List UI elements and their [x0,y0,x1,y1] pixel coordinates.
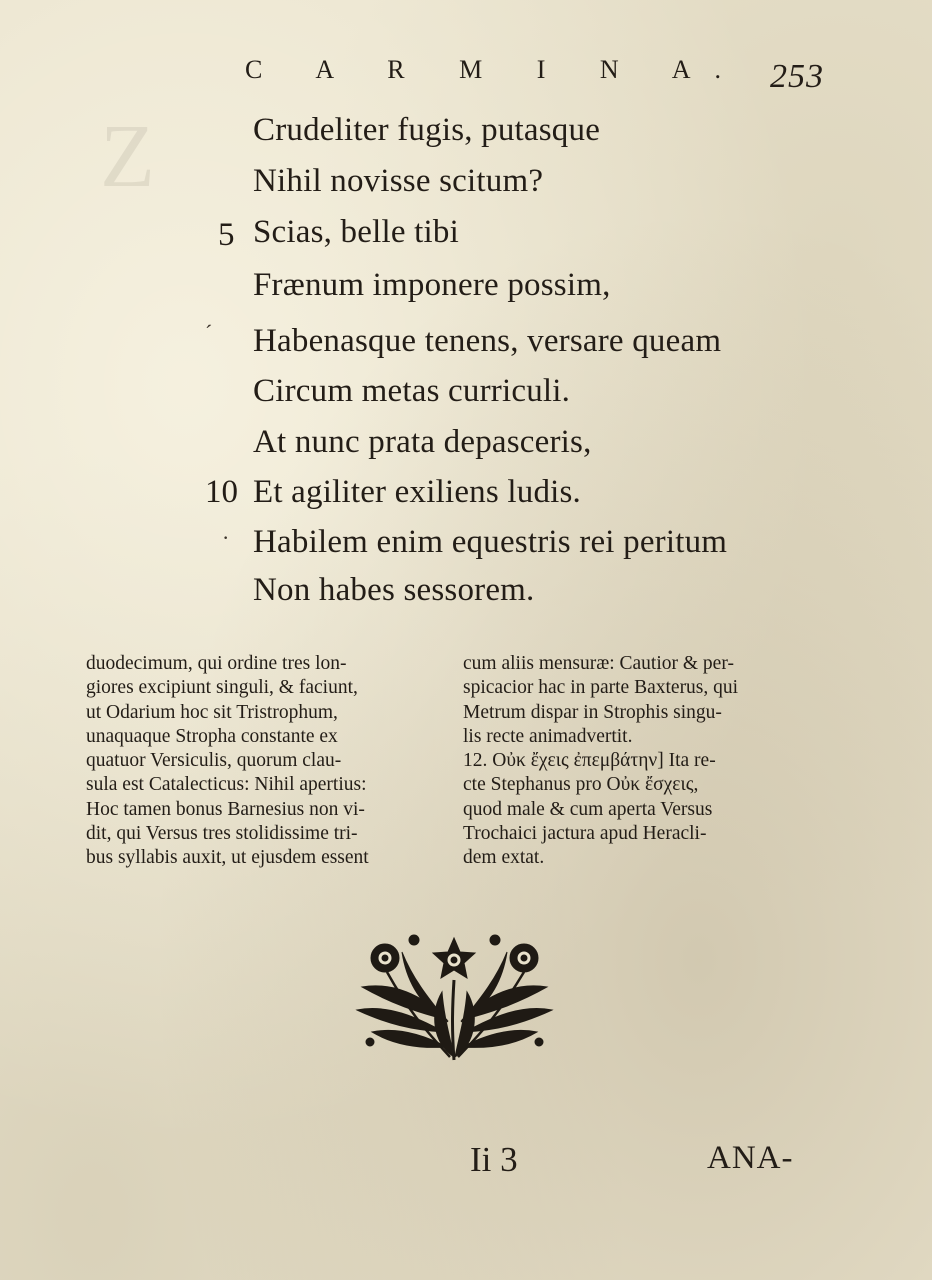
verse-line: At nunc prata depasceris, [253,424,592,460]
line-number: 5 [218,217,235,253]
verse-line: Circum metas curriculi. [253,373,571,409]
verse-line: Scias, belle tibi [253,214,459,250]
note-line: quod male & cum aperta Versus [463,798,713,820]
notes-left-column [86,652,442,871]
verse-line: Habilem enim equestris rei peritum [253,524,728,560]
verse-line: Crudeliter fugis, putasque [253,112,601,148]
note-line: cum aliis mensuræ: Cautior & per- [463,653,734,674]
margin-mark: · [222,525,230,550]
note-line: quatuor Versiculis, quorum clau- [86,750,342,772]
verse-line: Frænum imponere possim, [253,267,611,303]
notes-right-column [463,652,819,871]
note-line: cte Stephanus pro Οὐκ ἔσχεις, [463,774,699,796]
note-line: dit, qui Versus tres stolidissime tri- [86,823,358,845]
margin-mark: ˊ [205,320,213,345]
show-through-shadow: Ζ [100,107,173,206]
signature-mark: Ii 3 [470,1140,518,1179]
page-number: 253 [770,58,824,95]
note-line: Metrum dispar in Strophis singu- [463,701,722,723]
floral-tailpiece-icon [352,932,557,1067]
note-line: giores excipiunt singuli, & faciunt, [86,677,358,699]
note-line: ut Odarium hoc sit Tristrophum, [86,701,338,723]
verse-line: Non habes sessorem. [253,572,535,608]
note-line: Hoc tamen bonus Barnesius non vi- [86,798,365,820]
note-line: bus syllabis auxit, ut ejusdem essent [86,847,369,869]
note-line: dem extat. [463,847,545,869]
verse-line: Nihil novisse scitum? [253,163,544,199]
note-line: Trochaici jactura apud Heracli- [463,823,707,845]
note-line: 12. Οὐκ ἔχεις ἐπεμβάτην] Ita re- [463,750,716,772]
line-number: 10 [205,474,238,510]
verse-line: Et agiliter exiliens ludis. [253,474,582,510]
note-line: sula est Catalecticus: Nihil apertius: [86,774,367,796]
running-title: C A R M I N A. [245,55,745,84]
note-line: spicacior hac in parte Baxterus, qui [463,677,739,699]
note-line: unaquaque Stropha constante ex [86,725,338,747]
catchword: ANA- [707,1140,794,1176]
verse-line: Habenasque tenens, versare queam [253,323,722,359]
note-line: lis recte animadvertit. [463,725,633,747]
note-line: duodecimum, qui ordine tres lon- [86,653,347,674]
